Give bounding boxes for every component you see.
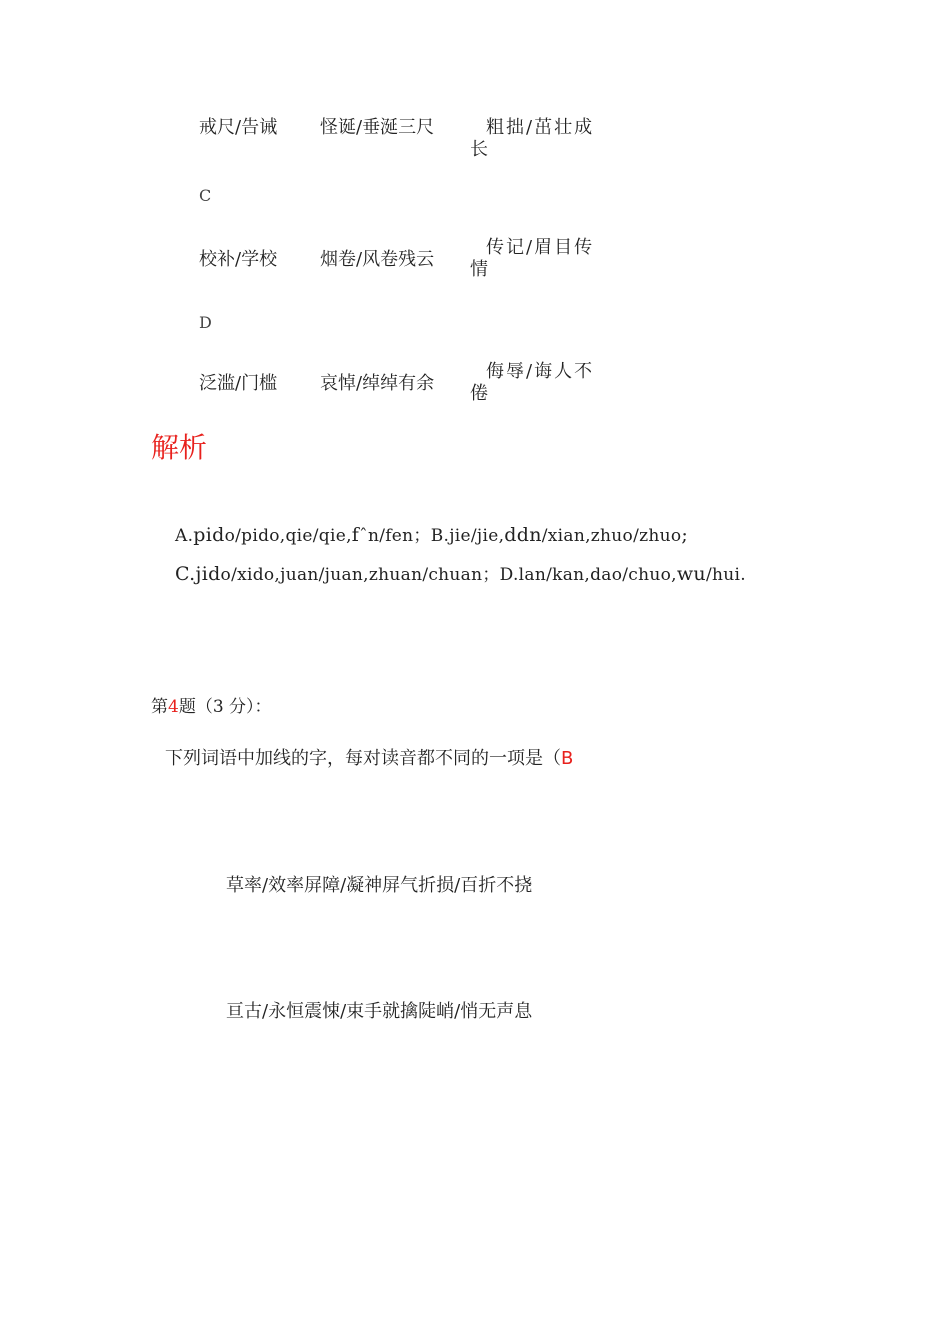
option-d-col3 (470, 361, 610, 405)
question-4-text (165, 744, 573, 770)
analysis-line1-g: /xian,zhuo/zhuo (541, 526, 682, 546)
question-4-option-2: 亘古/永恒震悚/束手就擒陡峭/悄无声息 (226, 1001, 533, 1022)
analysis-line1-h: ; (681, 524, 689, 546)
analysis-line2-c: o/xido,juan/juan,zhuan/chuan；D.lan/kan,dao/chuo, (220, 565, 677, 585)
analysis-line2-e: /hui. (705, 565, 746, 585)
analysis-line1-f: ddn (504, 524, 542, 546)
question-suffix: 题（3 分）： (178, 697, 272, 717)
analysis-line2-d: wu (676, 563, 706, 585)
option-c-col3-line1: 传记/眉目传 (486, 237, 595, 258)
question-number: 4 (168, 697, 179, 717)
analysis-line2-a: C. (175, 563, 196, 585)
option-d-col2: 哀悼/绰绰有余 (320, 373, 435, 394)
question-answer: B (561, 748, 574, 769)
analysis-line-1 (175, 521, 688, 546)
analysis-heading: 解析 (151, 431, 208, 464)
analysis-line1-e: ˆn/fen；B.jie/jie, (359, 526, 505, 546)
option-b-col3 (470, 117, 610, 161)
option-d-col3-line2: 倦 (470, 383, 488, 404)
option-c-col2: 烟卷/风卷残云 (320, 249, 435, 270)
option-b-col1: 戒尺/告诫 (199, 117, 278, 138)
analysis-line1-b: pid (193, 524, 225, 546)
option-b-col3-line2: 长 (470, 139, 488, 160)
analysis-line1-d: f (351, 524, 360, 546)
question-4-option-1: 草率/效率屏障/凝神屏气折损/百折不挠 (226, 875, 533, 896)
option-d-col1: 泛滥/门槛 (199, 373, 278, 394)
analysis-line1-a: A. (175, 526, 194, 546)
option-d-col3-line1: 侮辱/诲人不 (486, 361, 595, 382)
question-prefix: 第 (151, 697, 168, 717)
option-c-col3-line2: 情 (470, 259, 488, 280)
option-b-col3-line1: 粗拙/茁壮成 (486, 117, 595, 138)
option-c-col3 (470, 237, 610, 281)
question-4-header (151, 692, 272, 717)
option-d-letter: D (199, 313, 212, 332)
analysis-line-2 (175, 560, 746, 585)
question-stem: 下列词语中加线的字，每对读音都不同的一项是（ (165, 748, 561, 769)
analysis-line1-c: o/pido,qie/qie, (224, 526, 352, 546)
analysis-line2-b: jid (195, 563, 221, 585)
option-c-col1: 校补/学校 (199, 249, 278, 270)
option-c-letter: C (199, 186, 212, 205)
option-b-col2: 怪诞/垂涎三尺 (320, 117, 435, 138)
